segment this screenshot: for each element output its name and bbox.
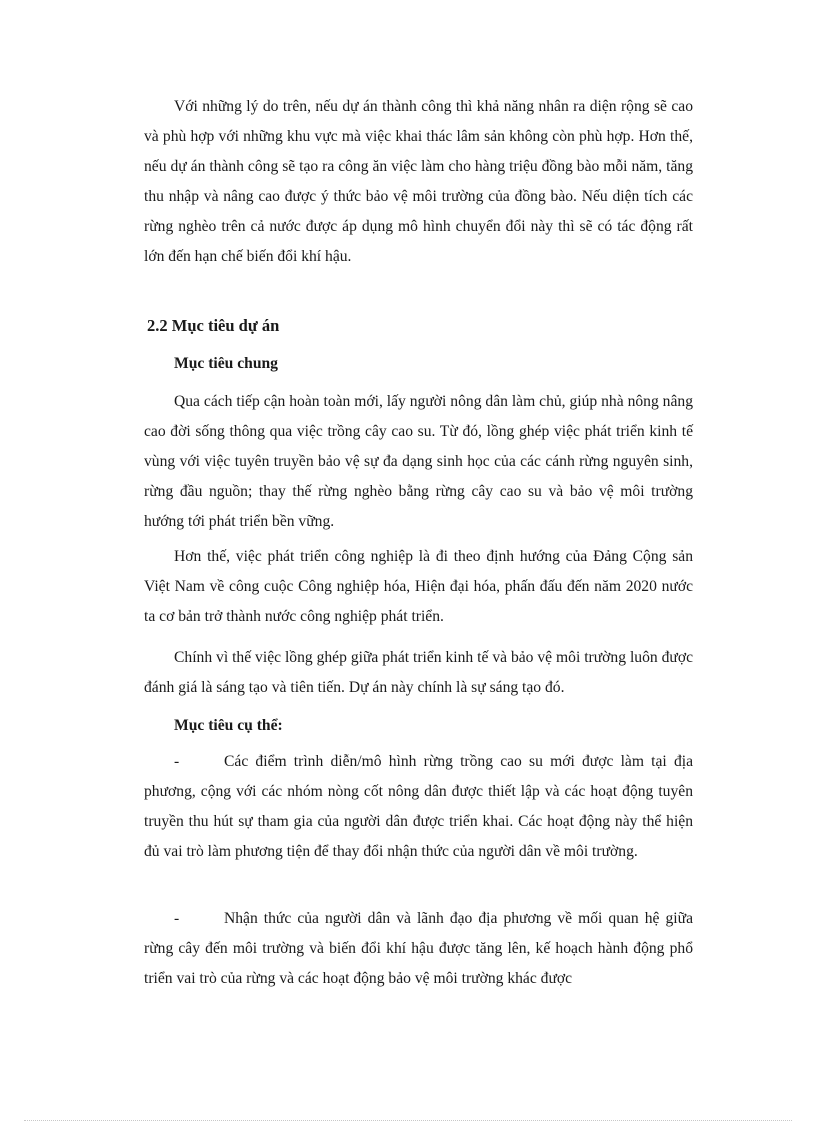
specific-item-2 xyxy=(144,904,693,994)
general-paragraph-2: Hơn thế, việc phát triển công nghiệp là đi theo định hướng của Đảng Cộng sản Việt Nam về công cuộc Công nghiệp hóa, Hiện đại hóa, phấn đấu đến năm 2020 nước ta cơ bản trở thành nước công nghiệp phát triển. xyxy=(144,548,693,625)
page-bottom-divider xyxy=(24,1120,792,1121)
general-paragraph-3: Chính vì thế việc lồng ghép giữa phát triển kinh tế và bảo vệ môi trường luôn được đánh giá là sáng tạo và tiên tiến. Dự án này chính là sự sáng tạo đó. xyxy=(144,649,693,696)
general-paragraph-1: Qua cách tiếp cận hoàn toàn mới, lấy người nông dân làm chủ, giúp nhà nông nâng cao đời sống thông qua việc trồng cây cao su. Từ đó, lồng ghép việc phát triển kinh tế vùng với việc tuyên truyền bảo vệ sự đa dạng sinh học của các cánh rừng nguyên sinh, rừng đầu nguồn; thay thế rừng nghèo bằng rừng cây cao su và bảo vệ môi trường hướng tới phát triển bền vững. xyxy=(144,393,693,530)
specific-objective-heading: Mục tiêu cụ thể: xyxy=(174,717,283,734)
specific-item-text: Nhận thức của người dân và lãnh đạo địa phương về mối quan hệ giữa rừng cây đến môi trường và biến đổi khí hậu được tăng lên, kế hoạch hành động phổ triển vai trò của rừng và các hoạt động bảo vệ môi trường khác được xyxy=(144,910,693,987)
section-heading: 2.2 Mục tiêu dự án xyxy=(147,316,280,335)
bullet-dash: - xyxy=(174,910,180,927)
bullet-dash: - xyxy=(174,753,180,770)
intro-paragraph: Với những lý do trên, nếu dự án thành công thì khả năng nhân ra diện rộng sẽ cao và phù hợp với những khu vực mà việc khai thác lâm sản không còn phù hợp. Hơn thế, nếu dự án thành công sẽ tạo ra công ăn việc làm cho hàng triệu đồng bào mỗi năm, tăng thu nhập và nâng cao được ý thức bảo vệ môi trường của đồng bào. Nếu diện tích các rừng nghèo trên cả nước được áp dụng mô hình chuyển đổi này thì sẽ có tác động rất lớn đến hạn chế biến đổi khí hậu. xyxy=(144,98,693,265)
general-objective-heading: Mục tiêu chung xyxy=(174,355,278,372)
specific-item-1 xyxy=(144,747,693,867)
specific-item-text: Các điểm trình diễn/mô hình rừng trồng cao su mới được làm tại địa phương, cộng với các nhóm nòng cốt nông dân được thiết lập và các hoạt động tuyên truyền thu hút sự tham gia của người dân được triển khai. Các hoạt động này thể hiện đủ vai trò làm phương tiện để thay đổi nhận thức của người dân về môi trường. xyxy=(144,753,693,860)
